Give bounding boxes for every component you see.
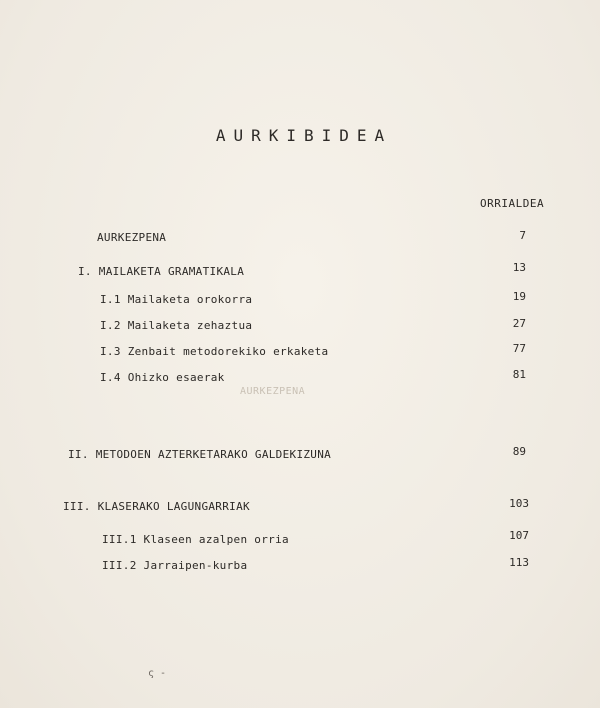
toc-entry-page: 7	[519, 229, 526, 242]
stray-mark: ς -	[148, 668, 167, 679]
toc-entry-page: 89	[512, 445, 526, 458]
toc-entry-label: I.4 Ohizko esaerak	[100, 371, 225, 384]
toc-entry-label: III. KLASERAKO LAGUNGARRIAK	[63, 500, 250, 513]
toc-entry-label: I.2 Mailaketa zehaztua	[100, 319, 253, 332]
toc-entry-label: I. MAILAKETA GRAMATIKALA	[78, 265, 245, 278]
bleed-through-text: AURKEZPENA	[240, 386, 306, 397]
toc-entry-page: 103	[509, 497, 529, 510]
toc-entry-page: 27	[512, 317, 526, 330]
page-title: AURKIBIDEA	[215, 126, 393, 145]
toc-entry-page: 77	[512, 342, 526, 355]
toc-entry-label: II. METODOEN AZTERKETARAKO GALDEKIZUNA	[68, 448, 332, 461]
toc-entry-page: 13	[512, 261, 526, 274]
toc-entry-label: AURKEZPENA	[97, 231, 167, 244]
page-column-header: ORRIALDEA	[480, 197, 545, 210]
toc-entry-page: 81	[512, 368, 526, 381]
toc-entry-page: 107	[509, 529, 529, 542]
toc-entry-label: III.2 Jarraipen-kurba	[102, 559, 248, 572]
toc-entry-page: 113	[509, 556, 529, 569]
toc-entry-page: 19	[512, 290, 526, 303]
toc-entry-label: I.1 Mailaketa orokorra	[100, 293, 253, 306]
toc-entry-label: III.1 Klaseen azalpen orria	[102, 533, 289, 546]
toc-entry-label: I.3 Zenbait metodorekiko erkaketa	[100, 345, 329, 358]
